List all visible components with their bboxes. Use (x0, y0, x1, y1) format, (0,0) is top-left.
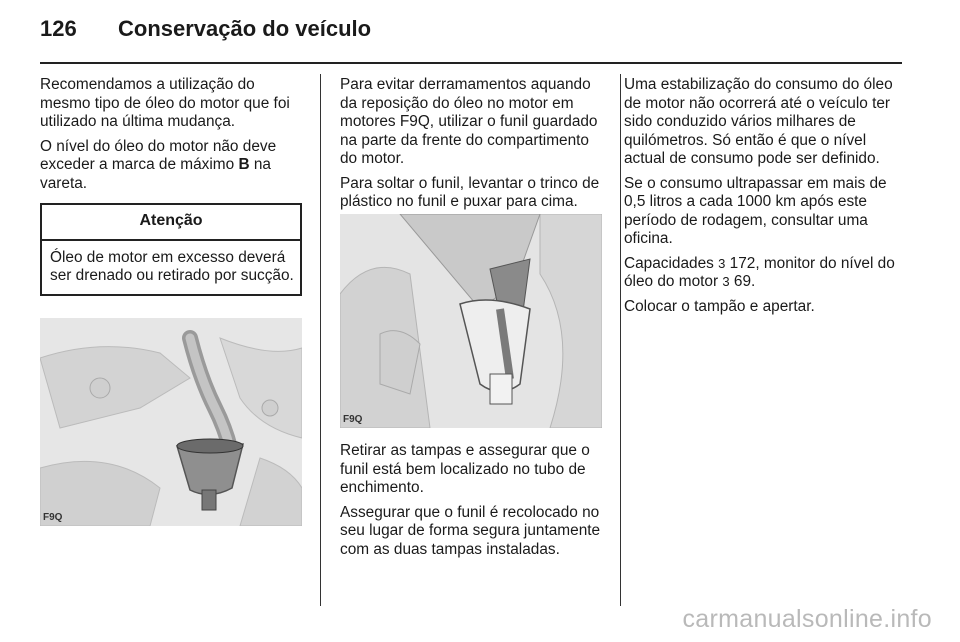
paragraph: Se o consumo ultrapassar em mais de 0,5 litros a cada 1000 km após este período de rodagem, consultar uma oficina. (624, 174, 887, 247)
page-number: 126 (40, 16, 77, 41)
column-divider (620, 74, 621, 606)
column-divider (320, 74, 321, 606)
paragraph: Assegurar que o funil é recolocado no seu lugar de forma segura juntamente com as duas tampas instaladas. (340, 503, 601, 558)
warning-title: Atenção (42, 205, 300, 241)
header-rule (40, 62, 902, 64)
warning-box (40, 203, 302, 296)
paragraph: Colocar o tampão e apertar. (624, 297, 815, 315)
figure-funnel-release (340, 214, 602, 428)
paragraph: Retirar as tampas e assegurar que o funil está bem localizado no tubo de enchimento. (340, 442, 590, 496)
text: O nível do óleo do motor não deve exceder a marca de máximo (40, 137, 277, 173)
paragraph (624, 255, 904, 292)
paragraph: Recomendamos a utilização do mesmo tipo de óleo do motor que foi utilizado na última mudança. (40, 76, 290, 130)
column-2 (340, 76, 605, 218)
text: 69. (729, 273, 756, 290)
paragraph (40, 138, 302, 194)
text: 172, monitor do nível do óleo do motor (624, 254, 895, 290)
figure-oil-filler-funnel (40, 318, 302, 526)
paragraph: Para soltar o funil, levantar o trinco de plástico no funil e puxar para cima. (340, 174, 600, 210)
paragraph: Para evitar derramamentos aquando da reposição do óleo no motor em motores F9Q, utilizar o funil guardado na parte da frente do compartimento do motor. (340, 76, 598, 167)
column-1 (40, 76, 302, 296)
paragraph: Uma estabilização do consumo do óleo de motor não ocorrerá até o veículo ter sido conduzido vários milhares de quilómetros. Só então é que o nível actual de consumo pode ser definido. (624, 76, 893, 167)
page-reference-arrow: 3 (718, 255, 726, 271)
mark-label: B (238, 156, 250, 173)
engine-illustration (40, 318, 302, 526)
funnel-illustration (340, 214, 602, 428)
page-reference-arrow: 3 (722, 274, 730, 289)
page-title: Conservação do veículo (118, 16, 372, 41)
text: Capacidades (624, 254, 719, 272)
warning-text: Óleo de motor em excesso deverá ser drenado ou retirado por sucção. (50, 248, 294, 284)
figure-code: F9Q (43, 512, 63, 523)
column-2-continued (340, 442, 605, 565)
column-3 (624, 76, 904, 322)
text: na vareta. (40, 156, 271, 192)
page-header (40, 16, 371, 50)
figure-code: F9Q (343, 414, 363, 425)
watermark: carmanualsonline.info (682, 605, 932, 633)
